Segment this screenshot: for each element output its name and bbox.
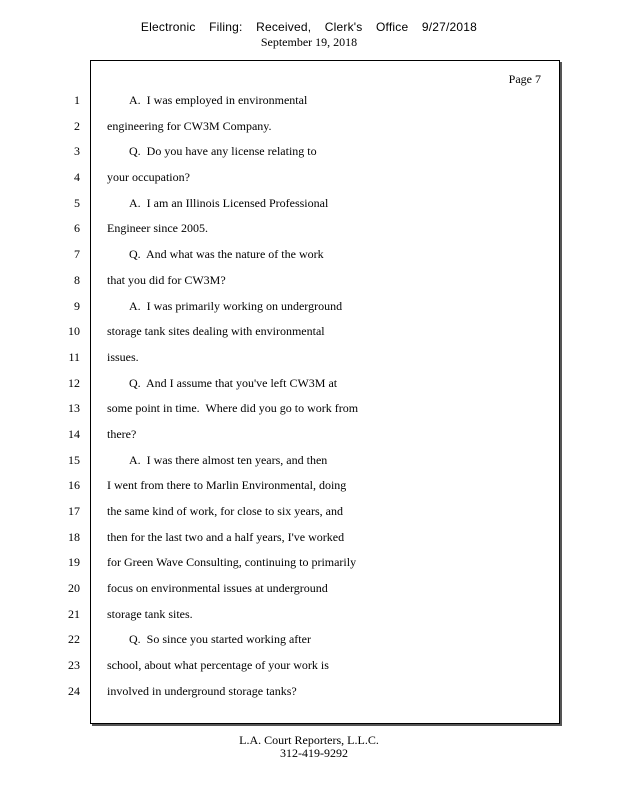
transcript-line: storage tank sites dealing with environmental	[107, 324, 325, 339]
transcript-line: A. I was primarily working on underground	[129, 298, 343, 313]
court-reporter-phone: 312-419-9292	[280, 746, 348, 760]
line-number: 5	[74, 195, 80, 210]
line-number: 20	[68, 581, 80, 596]
line-number: 10	[68, 324, 80, 339]
line-number: 19	[68, 555, 80, 570]
transcript-line: A. I am an Illinois Licensed Professional	[129, 195, 329, 210]
line-number: 8	[74, 272, 80, 287]
transcript-line: engineering for CW3M Company.	[107, 118, 272, 133]
transcript-line: that you did for CW3M?	[107, 272, 226, 287]
line-number: 24	[68, 683, 80, 698]
transcript-line: Q. Do you have any license relating to	[129, 144, 317, 159]
line-number: 22	[68, 632, 80, 647]
transcript-line: issues.	[107, 349, 139, 364]
line-number: 21	[68, 606, 80, 621]
line-number: 17	[68, 504, 80, 518]
filed-date: September 19, 2018	[260, 35, 358, 49]
transcript-line: focus on environmental issues at underground	[107, 581, 328, 596]
filing-stamp: Electronic Filing: Received, Clerk's Office 9/27/2018	[140, 20, 478, 34]
transcript-line: some point in time. Where did you go to work from	[107, 401, 359, 416]
line-number: 6	[74, 221, 80, 236]
line-number: 3	[74, 144, 80, 159]
transcript-line: Q. And I assume that you've left CW3M at	[129, 375, 338, 390]
line-number: 18	[68, 529, 80, 544]
transcript-line: school, about what percentage of your work is	[107, 658, 329, 673]
transcript-line: then for the last two and a half years, I've worked	[107, 529, 345, 544]
line-number: 4	[74, 170, 80, 185]
page-number: Page 7	[508, 72, 541, 86]
line-number: 13	[68, 401, 80, 416]
transcript-line: your occupation?	[107, 170, 190, 185]
court-reporter-name: L.A. Court Reporters, L.L.C.	[239, 733, 379, 747]
line-number: 12	[68, 375, 80, 390]
line-number: 23	[68, 658, 80, 673]
transcript-line: A. I was there almost ten years, and then	[129, 452, 328, 467]
transcript-line: the same kind of work, for close to six years, and	[107, 504, 343, 518]
line-number: 15	[68, 452, 80, 467]
transcript-line: for Green Wave Consulting, continuing to primarily	[107, 555, 357, 570]
line-number: 9	[74, 298, 80, 313]
line-number: 14	[68, 426, 80, 441]
line-number-column	[40, 92, 80, 709]
transcript-line: Q. And what was the nature of the work	[129, 247, 324, 262]
line-number: 7	[74, 247, 80, 262]
line-number: 2	[74, 118, 80, 133]
transcript-line: Engineer since 2005.	[107, 221, 208, 236]
transcript-line: A. I was employed in environmental	[129, 93, 308, 107]
line-number: 1	[74, 93, 80, 107]
transcript-text	[107, 92, 547, 709]
transcript-line: I went from there to Marlin Environmental, doing	[107, 478, 347, 493]
transcript-line: there?	[107, 426, 137, 441]
transcript-line: involved in underground storage tanks?	[107, 683, 297, 698]
transcript-line: storage tank sites.	[107, 606, 193, 621]
transcript-line: Q. So since you started working after	[129, 632, 311, 647]
line-number: 16	[68, 478, 80, 493]
line-number: 11	[68, 349, 80, 364]
